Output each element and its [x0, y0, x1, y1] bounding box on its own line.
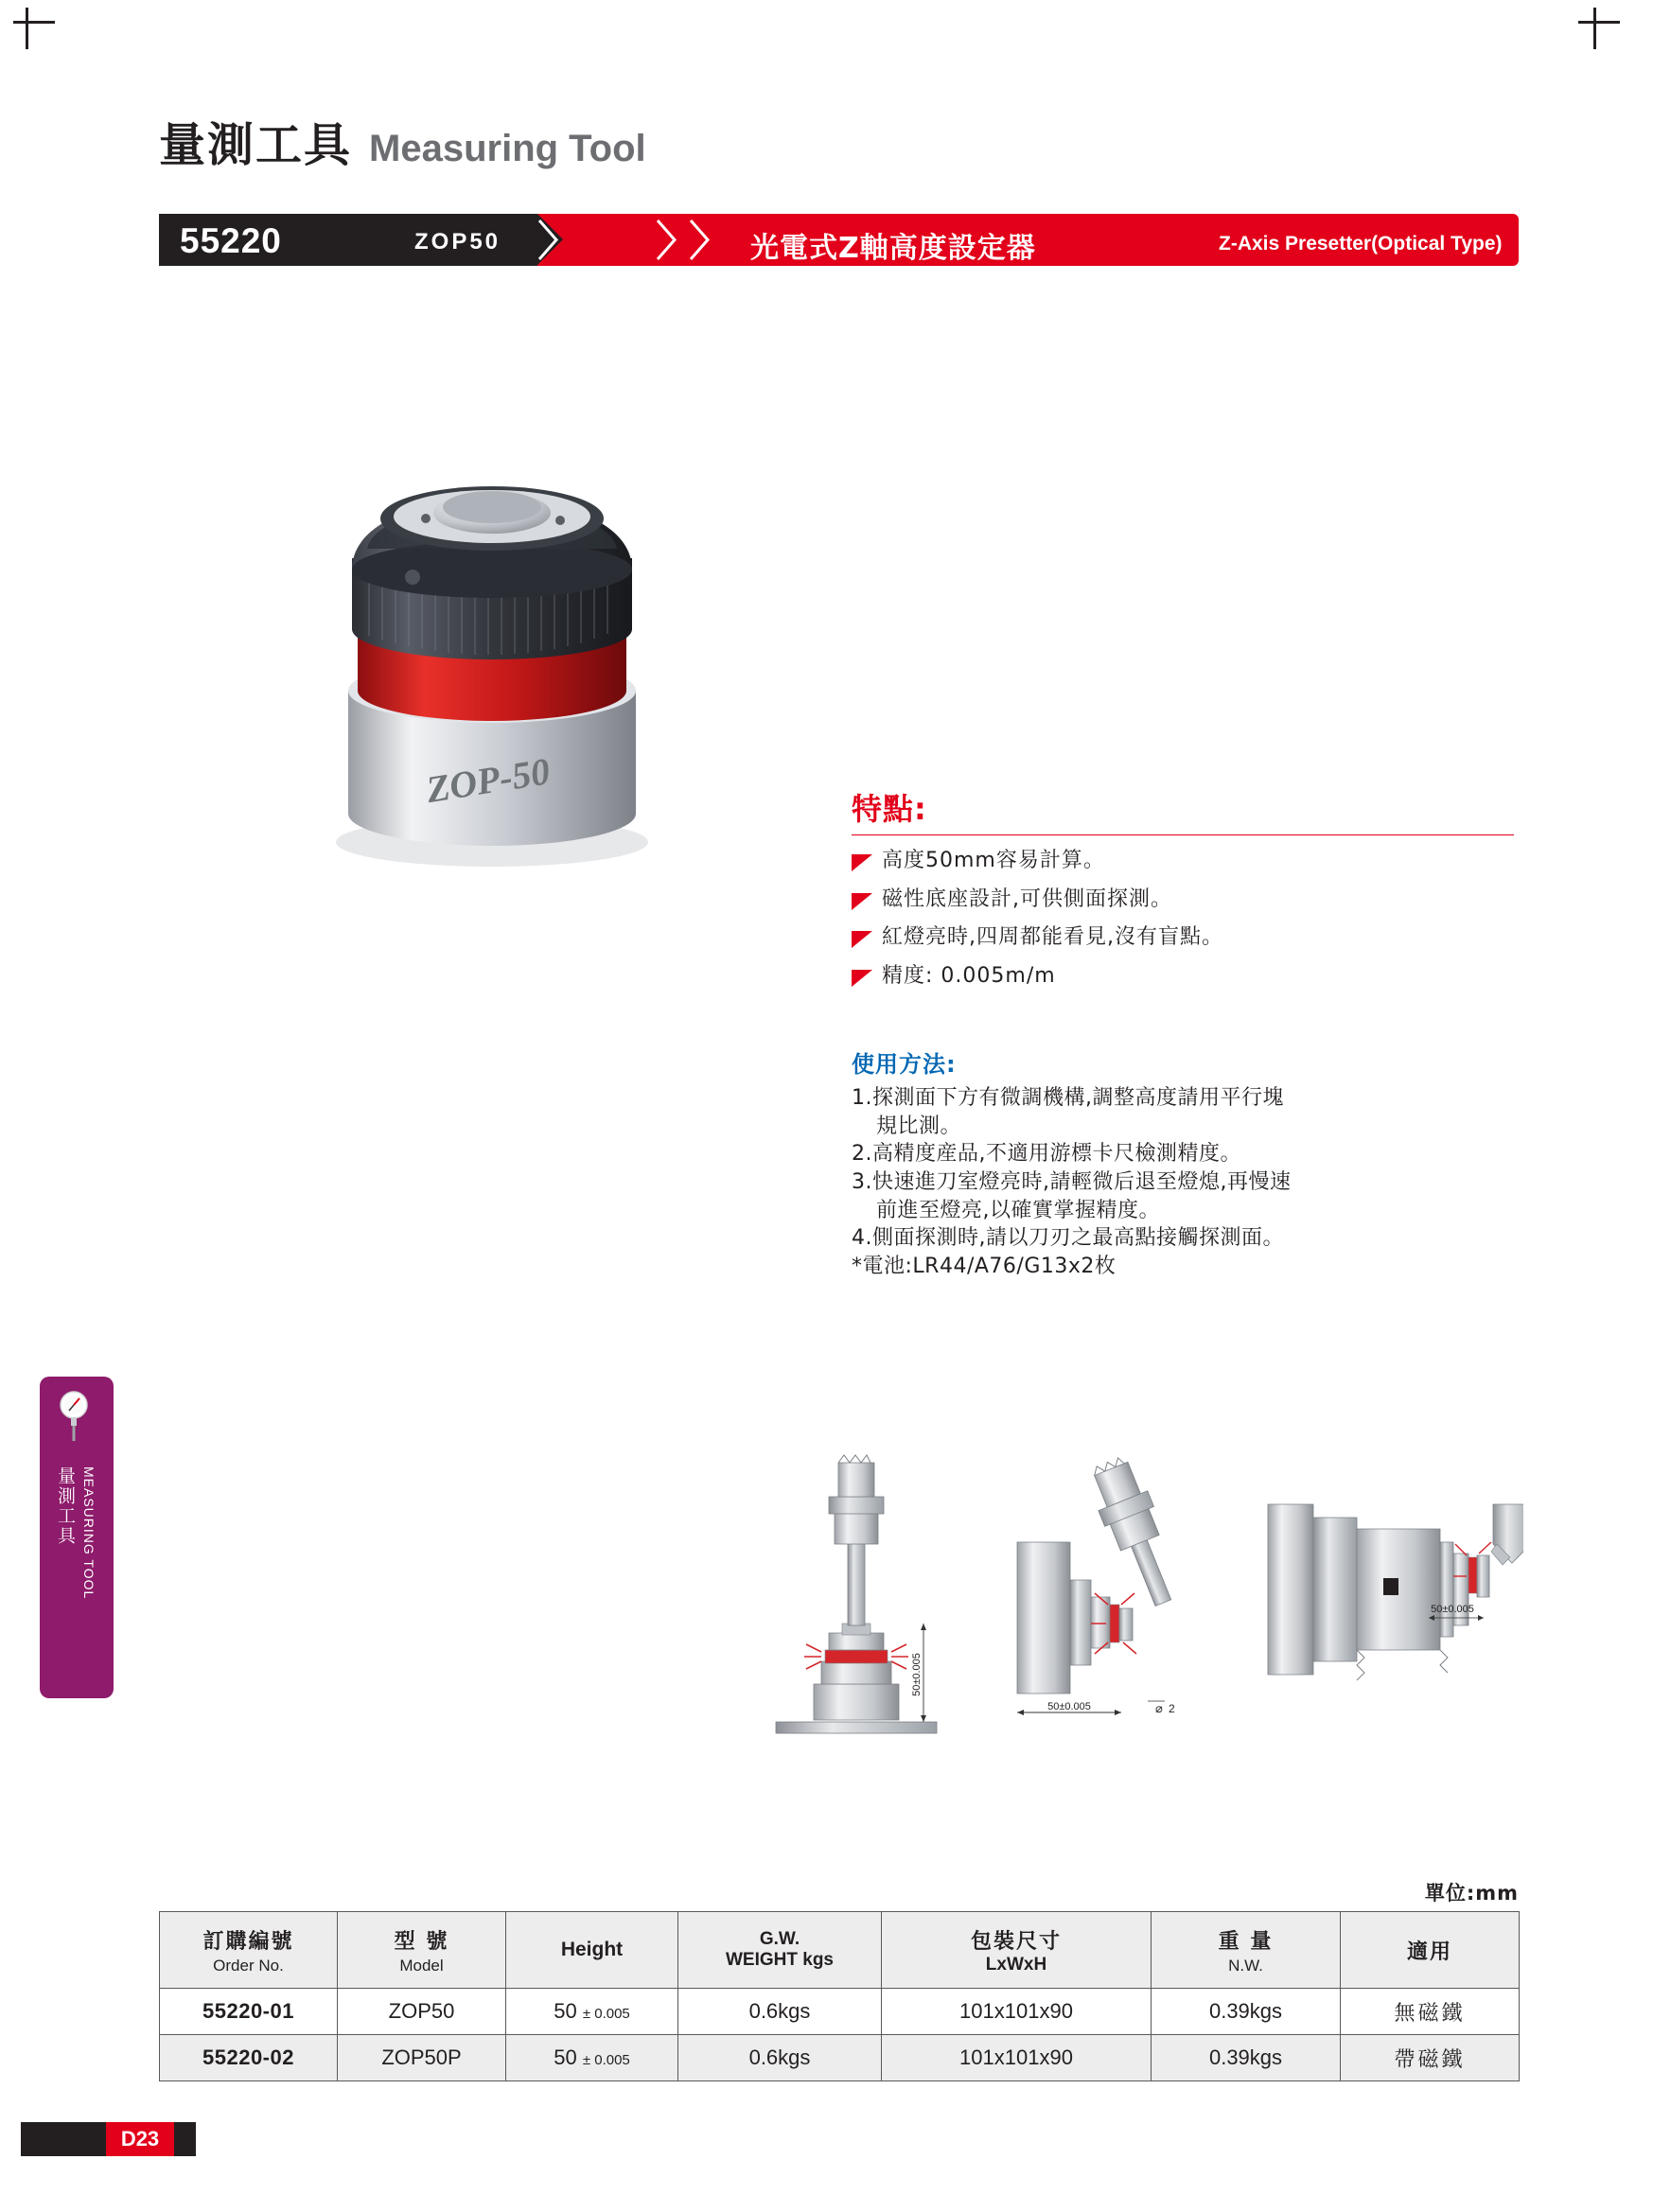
svg-text:ZOP-50: ZOP-50 [423, 749, 554, 812]
table-row [160, 2035, 1520, 2081]
cell-order-no: 55220-01 [160, 1989, 338, 2035]
usage-section [852, 1045, 1542, 1281]
usage-line: 規比測。 [876, 1114, 962, 1138]
triangle-bullet-icon [852, 854, 872, 871]
feature-text: 磁性底座設計,可供側面探測。 [882, 887, 1172, 911]
page-title-cn: 量測工具 [159, 118, 353, 172]
cell-net-weight: 0.39kgs [1152, 2035, 1341, 2081]
product-name-en: Z-Axis Presetter(Optical Type) [1219, 233, 1503, 255]
feature-item [852, 887, 1533, 913]
header-application: 適用 [1341, 1912, 1520, 1989]
usage-line: 4.側面探測時,請以刀刃之最高點接觸探測面。 [852, 1226, 1284, 1251]
usage-line: 前進至燈亮,以確實掌握精度。 [876, 1198, 1160, 1222]
features-title: 特點: [852, 791, 927, 827]
svg-text:50±0.005: 50±0.005 [911, 1653, 923, 1696]
svg-text:⌀: ⌀ [1155, 1701, 1163, 1715]
features-divider [852, 834, 1514, 835]
product-code: 55220 [180, 221, 282, 260]
header-order-no: 訂購編號 Order No. [160, 1912, 338, 1989]
sidebar-category-tab[interactable] [40, 1377, 114, 1698]
svg-text:50±0.005: 50±0.005 [1431, 1604, 1474, 1615]
cell-application: 無磁鐵 [1341, 1989, 1520, 2035]
table-row [160, 1989, 1520, 2035]
triangle-bullet-icon [852, 970, 872, 987]
usage-line: 1.探測面下方有微調機構,調整高度請用平行塊 [852, 1086, 1284, 1110]
chevron-right-icon [537, 219, 558, 260]
header-model: 型 號 Model [338, 1912, 506, 1989]
cell-model: ZOP50P [338, 2035, 506, 2081]
usage-title: 使用方法: [852, 1051, 957, 1078]
sidebar-tab-label-cn: 量測工具 [55, 1466, 76, 1546]
usage-line: 3.快速進刀室燈亮時,請輕微后退至燈熄,再慢速 [852, 1170, 1292, 1195]
header-height: Height [506, 1912, 678, 1989]
feature-item [852, 963, 1533, 990]
svg-text:2: 2 [1169, 1702, 1175, 1715]
application-diagrams [747, 1438, 1523, 1760]
feature-text: 高度50mm容易計算。 [882, 849, 1105, 872]
crop-mark-top-right [1593, 8, 1596, 49]
cell-height: 50 ± 0.005 [506, 2035, 678, 2081]
crop-mark-top-left-h [13, 21, 55, 24]
product-photo [284, 407, 700, 899]
dial-gauge-icon [55, 1390, 98, 1445]
page-title [159, 109, 646, 175]
page-number: D23 [106, 2122, 174, 2156]
product-banner [159, 214, 1519, 266]
crop-mark-top-right-h [1578, 21, 1620, 24]
header-gross-weight: G.W. WEIGHT kgs [678, 1912, 882, 1989]
product-model: ZOP50 [414, 229, 501, 255]
usage-line: *電池:LR44/A76/G13x2枚 [852, 1255, 1117, 1279]
cell-gross-weight: 0.6kgs [678, 2035, 882, 2081]
svg-text:50±0.005: 50±0.005 [1047, 1701, 1091, 1712]
chevron-right-icon-2 [656, 219, 677, 260]
crop-mark-top-left [26, 8, 28, 49]
sidebar-tab-label-en: MEASURING TOOL [81, 1466, 97, 1600]
chevron-right-icon-3 [689, 219, 710, 260]
cell-net-weight: 0.39kgs [1152, 1989, 1341, 2035]
cell-package-size: 101x101x90 [882, 2035, 1152, 2081]
triangle-bullet-icon [852, 893, 872, 910]
unit-note: 單位:mm [1424, 1882, 1519, 1905]
cell-model: ZOP50 [338, 1989, 506, 2035]
cell-package-size: 101x101x90 [882, 1989, 1152, 2035]
usage-line: 2.高精度産品,不適用游標卡尺檢測精度。 [852, 1142, 1241, 1167]
table-header-row [160, 1912, 1520, 1989]
product-name-cn: 光電式Z軸高度設定器 [750, 232, 1036, 265]
header-package-size: 包裝尺寸 LxWxH [882, 1912, 1152, 1989]
cell-application: 帶磁鐵 [1341, 2035, 1520, 2081]
feature-item [852, 848, 1533, 874]
cell-height: 50 ± 0.005 [506, 1989, 678, 2035]
header-net-weight: 重 量 N.W. [1152, 1912, 1341, 1989]
features-section [852, 785, 1533, 989]
page-title-en: Measuring Tool [369, 128, 646, 169]
feature-item [852, 924, 1533, 951]
specification-table [159, 1911, 1520, 2081]
feature-text: 精度: 0.005m/m [882, 963, 1056, 988]
cell-order-no: 55220-02 [160, 2035, 338, 2081]
triangle-bullet-icon [852, 931, 872, 948]
feature-text: 紅燈亮時,四周都能看見,沒有盲點。 [882, 925, 1223, 949]
cell-gross-weight: 0.6kgs [678, 1989, 882, 2035]
